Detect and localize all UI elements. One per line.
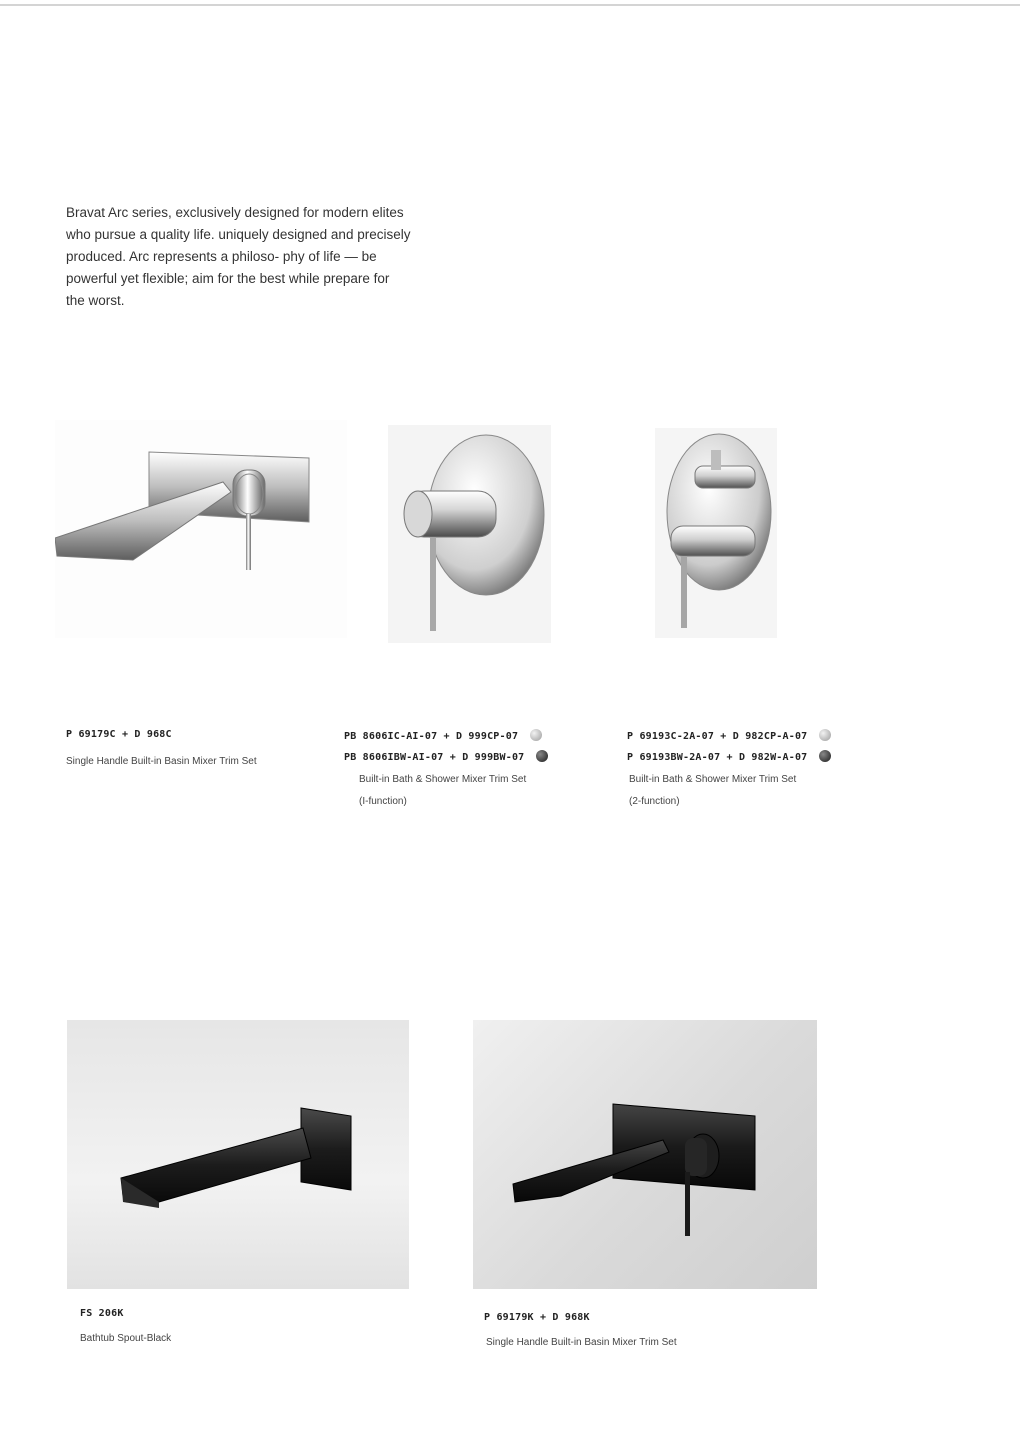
product-2-description: Built-in Bath & Shower Mixer Trim Set [359, 774, 527, 785]
product-3-code-black-text: P 69193BW-2A-07 + D 982W-A-07 [627, 752, 808, 763]
product-2-code-chrome-text: PB 8606IC-AI-07 + D 999CP-07 [344, 731, 519, 742]
intro-paragraph: Bravat Arc series, exclusively designed for modern elites who pursue a quality life. uniquely designed and precisely produced. Arc represents a philoso- phy of life — be powerful yet flexible; aim for the best while prepare for the worst. [66, 205, 411, 308]
silver-finish-swatch [530, 729, 542, 741]
product-5-code: P 69179K + D 968K [484, 1312, 590, 1323]
silver-finish-swatch [819, 729, 831, 741]
product-photo-shower-mixer-2-function [655, 428, 777, 638]
product-3-code-chrome-text: P 69193C-2A-07 + D 982CP-A-07 [627, 731, 808, 742]
product-2-code-chrome [344, 729, 542, 742]
product-4-description: Bathtub Spout-Black [80, 1333, 172, 1344]
product-5-description: Single Handle Built-in Basin Mixer Trim Set [486, 1337, 677, 1348]
product-2-code-black [344, 750, 548, 763]
product-2-function: (I-function) [359, 796, 407, 807]
black-finish-swatch [819, 750, 831, 762]
product-4-code: FS 206K [80, 1308, 124, 1319]
product-1-description: Single Handle Built-in Basin Mixer Trim Set [66, 756, 257, 767]
product-3-code-black [627, 750, 831, 763]
black-finish-swatch [536, 750, 548, 762]
product-2-code-black-text: PB 8606IBW-AI-07 + D 999BW-07 [344, 752, 525, 763]
product-3-function: (2-function) [629, 796, 680, 807]
top-rule [0, 4, 1020, 6]
product-1-code: P 69179C + D 968C [66, 729, 172, 740]
product-photo-basin-mixer-black [473, 1020, 817, 1289]
product-photo-shower-mixer-1-function [388, 425, 551, 643]
product-photo-basin-mixer-chrome [55, 420, 347, 638]
product-3-description: Built-in Bath & Shower Mixer Trim Set [629, 774, 797, 785]
product-photo-bathtub-spout-black [67, 1020, 409, 1289]
product-3-code-chrome [627, 729, 831, 742]
